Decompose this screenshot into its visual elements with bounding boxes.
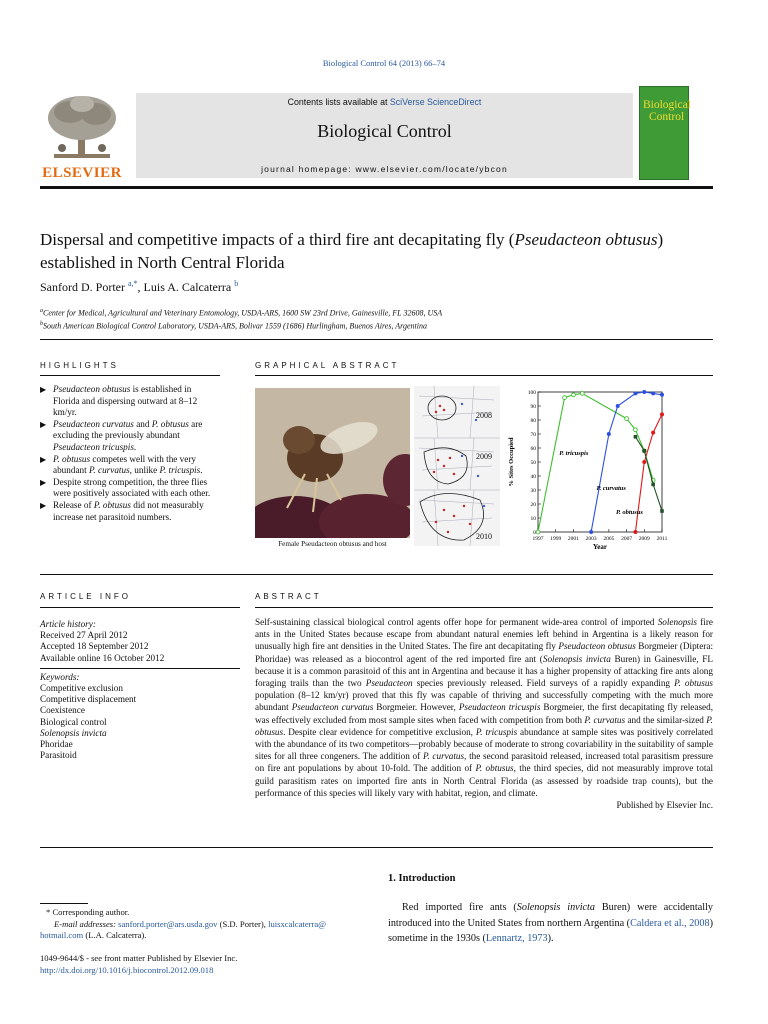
corr-star: *	[46, 907, 51, 917]
data-point	[642, 460, 646, 464]
email-calcaterra-part1[interactable]: luisxcalcaterra@	[268, 918, 327, 929]
y-tick-label: 70	[530, 432, 536, 438]
data-point	[607, 432, 611, 436]
data-point	[633, 391, 637, 395]
series-label: P. obtusus	[615, 508, 643, 516]
hl-italic: P. obtusus	[53, 453, 91, 464]
email-calcaterra-owner: (L.A. Calcaterra).	[83, 930, 147, 940]
hl-italic: P. obtusus	[93, 499, 131, 510]
y-tick-label: 10	[530, 516, 536, 522]
data-point	[580, 392, 584, 396]
affiliation-b-sup: b	[40, 320, 43, 327]
x-tick-label: 1999	[550, 536, 562, 542]
email-calcaterra-part2[interactable]: hotmail.com	[40, 930, 84, 940]
abstract-italic: P. obtusus	[475, 763, 514, 774]
title-part2: ) established in North Central Florida	[40, 230, 664, 272]
author-sep: ,	[137, 280, 144, 294]
author-list	[40, 279, 238, 295]
data-point	[660, 509, 664, 513]
keyword: Competitive displacement	[40, 694, 137, 705]
map-year-2008: 2008	[476, 411, 492, 420]
graphical-abstract-rule	[255, 375, 713, 376]
keyword: Solenopsis invicta	[40, 727, 107, 738]
highlight-item	[40, 500, 220, 523]
hl-italic: Pseudacteon obtusus	[53, 384, 131, 394]
abstract-span: Borgmeier (Diptera: Phoridae) was released as a biocontrol agent of the red imported fire ant (	[255, 641, 713, 664]
intro-paragraph	[388, 900, 713, 947]
abstract-span: species previously released. Field surveys of a rapidly expanding	[412, 678, 675, 689]
y-tick-label: 60	[530, 446, 536, 452]
email-line-2	[40, 930, 370, 942]
reference-link[interactable]: Lennartz, 1973	[485, 933, 548, 945]
bullet-icon: ▶	[40, 385, 47, 394]
article-title	[40, 228, 720, 274]
accepted-date: Accepted 18 September 2012	[40, 641, 149, 652]
affiliations	[40, 306, 720, 331]
bullet-icon: ▶	[40, 500, 47, 510]
dispersal-maps	[414, 386, 500, 546]
abstract-italic: Pseudacteon tricuspis	[458, 702, 541, 713]
abstract-italic: P. obtusus	[255, 714, 713, 737]
x-tick-label: 2007	[621, 536, 633, 542]
data-point	[589, 530, 593, 534]
affiliation-b	[40, 319, 720, 332]
highlight-item	[40, 454, 220, 477]
y-tick-label: 100	[527, 390, 536, 396]
data-point	[634, 435, 638, 439]
intro-text: ) sometime in the 1930s (	[388, 917, 713, 945]
data-point	[536, 530, 540, 534]
abstract-rule	[255, 607, 713, 608]
abstract-span: . Despite clear evidence for competitive exclusion,	[283, 726, 476, 737]
data-point	[642, 390, 646, 394]
email-label: E-mail addresses:	[54, 918, 116, 929]
bullet-icon: ▶	[40, 454, 47, 464]
article-info-rule	[40, 607, 240, 608]
keyword: Phoridae	[40, 739, 73, 750]
author-calcaterra-affil[interactable]: b	[234, 279, 239, 288]
elsevier-wordmark: ELSEVIER	[42, 165, 122, 181]
x-tick-label: 2009	[638, 536, 650, 542]
keyword: Coexistence	[40, 705, 85, 716]
data-point	[633, 530, 637, 534]
journal-citation[interactable]: Biological Control 64 (2013) 66–74	[322, 58, 446, 68]
hl-text: , unlike	[129, 465, 160, 476]
cover-title	[643, 99, 691, 123]
publisher-line: Published by Elsevier Inc.	[616, 800, 713, 811]
x-tick-label: 1997	[532, 536, 544, 542]
data-point	[616, 404, 620, 408]
map-year-2010: 2010	[476, 532, 492, 541]
highlight-item	[40, 384, 220, 419]
highlights-list	[40, 384, 220, 523]
series-label: P. curvatus	[596, 485, 626, 492]
info-divider	[40, 668, 240, 669]
intro-text: Red imported fire ants (	[402, 902, 517, 913]
photo-caption: Female Pseudacteon obtusus and host	[278, 540, 387, 548]
highlights-rule	[40, 375, 220, 376]
y-tick-label: 30	[530, 488, 536, 494]
homepage-prefix: journal homepage:	[261, 164, 356, 174]
front-matter	[40, 953, 370, 976]
x-tick-label: 2011	[656, 536, 668, 542]
abstract-italic: Solenopsis	[657, 617, 697, 627]
sciencedirect-link[interactable]: SciVerse ScienceDirect	[389, 97, 482, 107]
author-calcaterra: Luis A. Calcaterra	[143, 280, 232, 294]
abstract-italic: P. tricuspis	[475, 726, 518, 737]
bullet-icon: ▶	[40, 419, 47, 429]
corr-text: Corresponding author.	[50, 907, 130, 917]
affiliation-a-text: Center for Medical, Agricultural and Veterinary Entomology, USDA-ARS, 1600 SW 23rd Drive, Gainesville, FL 32608, USA	[43, 308, 443, 318]
data-point	[651, 391, 655, 395]
abstract-span: abundance at sample sites was positively correlated with the abundance of its two competitors—probably because of moderate to strong covariability in the suitability of sample sites for all three congeners. The addition of	[255, 726, 713, 762]
x-tick-label: 2003	[585, 536, 597, 542]
abstract-italic: Pseudacteon curvatus	[291, 702, 374, 713]
hl-text: and	[133, 418, 152, 429]
abstract-span: , the third species, did not measurably improve total guild parasitism rates on imported fire ants in North Central Florida (as assessed by roadside trap counts), but the performance of this species will likely vary with habitat, region, and climate.	[255, 763, 713, 798]
email-line	[40, 919, 370, 931]
hl-text: .	[200, 465, 203, 476]
hl-italic: P. curvatus	[88, 465, 130, 476]
abstract-span: fire ants in the United States because escape from abundant natural enemies left behind in Argentina is a likely reason for unusually high fire ant densities in the United States. The fire ant decapitating fly	[255, 617, 713, 652]
abstract-span: population (8–12 km/yr) proved that this fly was capable of thriving and successfully competing with the much more abundant	[255, 690, 713, 713]
journal-banner	[136, 93, 633, 178]
hl-italic: Pseudacteon tricuspis	[53, 441, 134, 452]
data-point	[563, 396, 567, 400]
data-point	[660, 412, 664, 416]
corresponding-author-note	[40, 907, 370, 942]
data-point	[651, 431, 655, 435]
abstract-span: , the second parasitoid released, increased total parasitism pressure on fire ant populations by about 10-fold. The addition of	[255, 751, 714, 774]
header-bottom-rule	[40, 339, 713, 340]
reference-link[interactable]: Caldera et al., 2008	[630, 917, 710, 929]
contents-prefix: Contents lists available at	[287, 97, 390, 107]
x-tick-label: 2001	[567, 536, 579, 542]
x-axis-label: Year	[593, 543, 607, 551]
hl-text: Release of	[53, 499, 94, 510]
hl-text: is established in Florida and dispersing outward at 8–12 km/yr.	[53, 384, 198, 418]
highlights-heading: HIGHLIGHTS	[40, 361, 119, 370]
journal-name: Biological Control	[317, 121, 452, 141]
issn-line: 1049-9644/$ - see front matter Published by Elsevier Inc.	[40, 953, 238, 963]
abstract-italic: Pseudacteon	[365, 678, 413, 689]
hl-text: are excluding the previously abundant	[53, 418, 203, 441]
hl-italic: P. tricuspis	[159, 465, 201, 476]
keyword: Parasitoid	[40, 750, 77, 761]
abstract-span: Borgmeier, the first decapitating fly released, was effectively excluded from most sample sites when faced with competition from both	[255, 702, 714, 725]
sites-occupied-chart	[502, 386, 668, 556]
abstract-italic: Pseudacteon obtusus	[558, 641, 636, 652]
abstract-italic: Solenopsis invicta	[542, 653, 611, 664]
series-label: P. tricuspis	[559, 450, 589, 457]
hl-italic: Pseudacteon curvatus	[53, 418, 134, 429]
highlight-item	[40, 419, 220, 454]
email-porter[interactable]: sanford.porter@ars.usda.gov	[118, 918, 218, 929]
chart-labels	[559, 450, 643, 516]
hl-text: .	[133, 441, 137, 452]
author-porter: Sanford D. Porter	[40, 280, 125, 294]
header-rule	[40, 186, 713, 189]
hl-text: did not measurably increase net parasitoid numbers.	[53, 499, 204, 522]
abstract-span: Buren) in Gainesville, FL because it is a common parasitoid of this ant in Argentina and because it has a higher propensity of attacking fire ants along foraging trails than the two	[255, 653, 713, 689]
affiliation-a-sup: a	[40, 308, 43, 314]
graphical-abstract-bottom-rule	[40, 574, 713, 575]
y-axis-label: % Sites Occupied	[508, 437, 515, 487]
data-point	[634, 428, 638, 432]
history-label: Article history:	[40, 619, 96, 629]
hl-italic: P. obtusus	[151, 418, 189, 429]
intro-italic: Solenopsis invicta	[516, 902, 595, 913]
abstract-bottom-rule	[40, 847, 713, 848]
chart-series	[536, 390, 664, 534]
y-tick-label: 0	[533, 530, 536, 536]
abstract-heading: ABSTRACT	[255, 592, 322, 601]
contents-line	[136, 97, 633, 107]
highlight-item	[40, 477, 220, 500]
article-info-heading: ARTICLE INFO	[40, 592, 131, 601]
data-point	[660, 393, 664, 397]
data-point	[625, 417, 629, 421]
y-tick-label: 50	[530, 460, 536, 466]
y-tick-label: 90	[530, 404, 536, 410]
y-tick-label: 20	[530, 502, 536, 508]
doi-link[interactable]: http://dx.doi.org/10.1016/j.biocontrol.2012.09.018	[40, 964, 214, 975]
article-info	[40, 619, 240, 761]
email-porter-owner: (S.D. Porter),	[217, 918, 269, 929]
fly-photo	[255, 388, 410, 538]
homepage-url[interactable]: www.elsevier.com/locate/ybcon	[355, 164, 508, 174]
keyword: Biological control	[40, 716, 107, 727]
cover-title-line1: Biological	[643, 99, 691, 111]
cover-title-line2: Control	[649, 111, 685, 123]
abstract-span: Borgmeier. However,	[373, 702, 459, 713]
online-date: Available online 16 October 2012	[40, 652, 165, 663]
y-tick-label: 40	[530, 474, 536, 480]
data-point	[642, 449, 646, 453]
data-point	[651, 483, 655, 487]
y-tick-label: 80	[530, 418, 536, 424]
abstract-italic: P. curvatus	[422, 751, 465, 762]
abstract-italic: P. curvatus	[584, 714, 626, 725]
affiliation-b-text: South American Biological Control Laboratory, USDA-ARS, Bolivar 1559 (1686) Hurlingham, Buenos Aires, Argentina	[43, 321, 427, 331]
intro-heading: 1. Introduction	[388, 873, 456, 884]
map-year-2009: 2009	[476, 452, 492, 461]
title-part1: Dispersal and competitive impacts of a third fire ant decapitating fly (	[40, 230, 515, 249]
keyword: Competitive exclusion	[40, 683, 123, 694]
intro-text: Buren) were accidentally introduced into the United States from northern Argentina (	[388, 902, 713, 929]
homepage-line	[136, 164, 633, 174]
abstract-span: Self-sustaining classical biological control agents offer hope for permanent wide-area control of imported	[255, 617, 658, 627]
hl-text: competes well with the very abundant	[53, 453, 196, 476]
author-porter-affil[interactable]: a,*	[127, 279, 138, 288]
title-species: Pseudacteon obtusus	[514, 230, 658, 249]
data-point	[572, 393, 576, 397]
graphical-abstract-heading: GRAPHICAL ABSTRACT	[255, 361, 400, 370]
abstract-text	[255, 616, 713, 811]
intro-text: ).	[547, 933, 554, 945]
journal-cover-thumbnail	[639, 86, 689, 180]
hl-text: Despite strong competition, the three flies were positively associated with each other.	[53, 476, 211, 499]
affiliation-a	[40, 306, 720, 319]
corr-line	[40, 907, 370, 919]
bullet-icon: ▶	[40, 477, 47, 487]
keywords-label: Keywords:	[40, 671, 80, 682]
received-date: Received 27 April 2012	[40, 630, 128, 641]
abstract-span: and the similar-sized	[625, 714, 707, 725]
x-tick-label: 2005	[603, 536, 615, 542]
footnote-rule	[40, 903, 88, 904]
abstract-italic: P. obtusus	[674, 678, 713, 689]
